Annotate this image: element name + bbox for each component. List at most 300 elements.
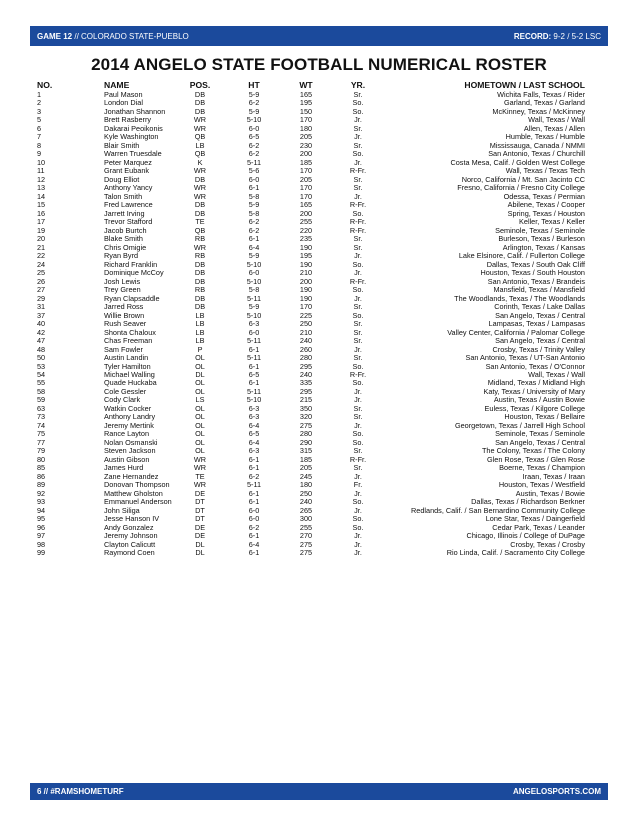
player-year: Jr. (354, 395, 362, 405)
player-number: 10 (37, 157, 46, 167)
player-name: Ryan Byrd (104, 251, 139, 261)
player-height: 5-11 (246, 336, 262, 346)
player-number: 89 (37, 480, 46, 490)
player-name: Doug Elliot (104, 174, 140, 184)
player-name: Anthony Yancy (104, 183, 153, 193)
player-weight: 170 (299, 183, 313, 193)
player-name: Jarred Ross (104, 302, 144, 312)
player-year: So. (352, 437, 364, 447)
player-weight: 195 (299, 98, 313, 108)
player-weight: 205 (299, 463, 313, 473)
player-weight: 235 (299, 234, 313, 244)
player-hometown: Crosby, Texas / Crosby (510, 539, 585, 549)
player-position: WR (193, 242, 207, 252)
player-name: Blair Smith (104, 140, 140, 150)
player-name: Jeremy Johnson (104, 531, 158, 541)
player-year: So. (352, 149, 364, 159)
player-position: DT (195, 505, 205, 515)
player-name: Cole Gessler (104, 386, 147, 396)
player-hometown: The Woodlands, Texas / The Woodlands (454, 293, 585, 303)
player-position: DL (195, 548, 205, 558)
player-hometown: Dallas, Texas / Richardson Berkner (471, 497, 585, 507)
player-hometown: Crosby, Texas / Trinity Valley (492, 344, 585, 354)
player-hometown: Houston, Texas / South Houston (480, 268, 585, 278)
player-number: 77 (37, 437, 46, 447)
player-weight: 200 (299, 208, 313, 218)
player-year: Sr. (353, 353, 363, 363)
player-number: 7 (37, 132, 42, 142)
col-header-yr: YR. (350, 80, 366, 90)
player-year: Jr. (354, 531, 362, 541)
player-name: Sam Fowler (104, 344, 143, 354)
player-weight: 180 (299, 480, 313, 490)
player-weight: 275 (299, 548, 313, 558)
player-name: Rush Seaver (104, 319, 147, 329)
player-position: RB (194, 234, 206, 244)
player-year: Sr. (353, 412, 363, 422)
player-year: Sr. (353, 327, 363, 337)
player-number: 15 (37, 200, 46, 210)
footer-site[interactable]: ANGELOSPORTS.COM (512, 787, 601, 796)
player-height: 6-2 (248, 140, 260, 150)
player-hometown: Odessa, Texas / Permian (503, 191, 585, 201)
player-name: Brett Rasberry (104, 115, 152, 125)
player-hometown: Fresno, California / Fresno City College (457, 183, 585, 193)
player-name: Matthew Gholston (104, 488, 163, 498)
player-height: 5-11 (246, 353, 262, 363)
player-number: 14 (37, 191, 46, 201)
player-hometown: San Angelo, Texas / Central (495, 310, 585, 320)
player-number: 6 (37, 123, 42, 133)
player-height: 6-4 (248, 242, 260, 252)
player-height: 6-1 (248, 497, 260, 507)
footer-hashtag: // #RAMSHOMETURF (41, 787, 124, 796)
player-height: 5-9 (248, 302, 260, 312)
player-name: Watkin Cocker (104, 403, 152, 413)
player-year: Sr. (353, 183, 363, 193)
player-position: DB (194, 302, 206, 312)
player-height: 5-10 (246, 310, 262, 320)
player-weight: 275 (299, 539, 313, 549)
player-number: 26 (37, 276, 46, 286)
player-number: 93 (37, 497, 46, 507)
player-number: 20 (37, 234, 46, 244)
player-name: Kyle Washington (104, 132, 159, 142)
player-position: OL (195, 437, 205, 447)
player-position: LB (195, 140, 205, 150)
player-name: Jonathan Shannon (104, 106, 166, 116)
player-year: R-Fr. (349, 200, 367, 210)
player-year: Sr. (353, 140, 363, 150)
player-hometown: Mississauga, Canada / NMMI (489, 140, 585, 150)
player-position: OL (195, 386, 205, 396)
player-height: 6-4 (248, 437, 260, 447)
player-position: DB (194, 90, 206, 99)
game-opponent: // COLORADO STATE-PUEBLO (72, 31, 189, 41)
player-height: 6-1 (248, 361, 260, 371)
player-height: 6-0 (248, 514, 260, 524)
player-hometown: Austin, Texas / Bowie (515, 488, 585, 498)
player-height: 6-1 (248, 548, 260, 558)
player-number: 53 (37, 361, 46, 371)
player-number: 3 (37, 106, 42, 116)
player-name: James Hurd (104, 463, 144, 473)
player-position: TE (195, 471, 205, 481)
player-weight: 205 (299, 174, 313, 184)
player-hometown: Keller, Texas / Keller (519, 217, 585, 227)
player-name: Raymond Coen (104, 548, 155, 558)
player-hometown: Abilene, Texas / Cooper (507, 200, 585, 210)
player-year: Sr. (353, 319, 363, 329)
player-number: 59 (37, 395, 46, 405)
player-number: 95 (37, 514, 46, 524)
player-hometown: San Angelo, Texas / Central (495, 437, 585, 447)
player-hometown: Norco, California / Mt. San Jacinto CC (461, 174, 585, 184)
page-title: 2014 ANGELO STATE FOOTBALL NUMERICAL ROSTER (91, 55, 547, 74)
player-position: P (197, 344, 203, 354)
player-year: So. (352, 361, 364, 371)
player-number: 99 (37, 548, 46, 558)
player-position: LB (195, 310, 205, 320)
player-hometown: Cedar Park, Texas / Leander (492, 522, 585, 532)
player-height: 6-1 (248, 454, 260, 464)
col-header-ht: HT (248, 80, 260, 90)
player-height: 6-0 (248, 268, 260, 278)
player-number: 12 (37, 174, 46, 184)
player-hometown: Chicago, Illinois / College of DuPage (466, 531, 585, 541)
player-height: 5-6 (248, 166, 260, 176)
player-height: 6-3 (248, 446, 260, 456)
player-hometown: Corinth, Texas / Lake Dallas (494, 302, 585, 312)
player-number: 73 (37, 412, 46, 422)
player-position: OL (195, 353, 205, 363)
player-height: 6-0 (248, 123, 260, 133)
player-height: 5-10 (246, 395, 262, 405)
player-year: Jr. (354, 251, 362, 261)
player-weight: 190 (299, 293, 313, 303)
player-hometown: San Angelo, Texas / Central (495, 336, 585, 346)
player-weight: 240 (299, 497, 313, 507)
player-weight: 250 (299, 319, 313, 329)
player-position: DB (194, 268, 206, 278)
player-name: Donovan Thompson (104, 480, 170, 490)
player-position: WR (193, 123, 207, 133)
player-weight: 210 (299, 327, 313, 337)
player-year: Jr. (354, 157, 362, 167)
player-position: LS (195, 395, 205, 405)
player-position: WR (193, 191, 207, 201)
player-position: WR (193, 166, 207, 176)
player-weight: 195 (299, 251, 313, 261)
player-year: Jr. (354, 344, 362, 354)
player-name: Grant Eubank (104, 166, 150, 176)
player-hometown: Humble, Texas / Humble (505, 132, 585, 142)
player-number: 29 (37, 293, 46, 303)
player-hometown: Seminole, Texas / Seminole (495, 225, 585, 235)
player-height: 6-1 (248, 531, 260, 541)
player-position: DB (194, 293, 206, 303)
player-number: 80 (37, 454, 46, 464)
player-position: DT (195, 514, 205, 524)
player-name: Fred Lawrence (104, 200, 153, 210)
player-weight: 170 (299, 166, 313, 176)
player-number: 25 (37, 268, 46, 278)
player-hometown: San Antonio, Texas / Brandeis (487, 276, 585, 286)
player-weight: 245 (299, 471, 313, 481)
col-header-wt: WT (299, 80, 313, 90)
player-number: 96 (37, 522, 46, 532)
player-position: DB (194, 276, 206, 286)
player-weight: 320 (299, 412, 313, 422)
player-year: Sr. (353, 242, 363, 252)
player-hometown: Houston, Texas / Bellaire (504, 412, 585, 422)
player-position: DB (194, 259, 206, 269)
player-height: 6-4 (248, 539, 260, 549)
player-height: 5-10 (246, 259, 262, 269)
player-weight: 170 (299, 302, 313, 312)
player-name: Josh Lewis (104, 276, 141, 286)
player-position: DB (194, 174, 206, 184)
player-weight: 295 (299, 386, 313, 396)
player-number: 50 (37, 353, 46, 363)
player-weight: 150 (299, 106, 313, 116)
player-name: Zane Hernandez (104, 471, 159, 481)
player-position: OL (195, 412, 205, 422)
player-hometown: Katy, Texas / University of Mary (483, 386, 585, 396)
player-weight: 180 (299, 123, 313, 133)
player-position: QB (194, 225, 206, 235)
player-number: 85 (37, 463, 46, 473)
player-weight: 280 (299, 429, 313, 439)
player-name: Michael Walling (104, 369, 155, 379)
player-year: So. (352, 429, 364, 439)
player-position: OL (195, 420, 205, 430)
player-name: Quade Huckaba (104, 378, 157, 388)
player-hometown: Wall, Texas / Wall (528, 369, 585, 379)
player-hometown: San Antonio, Texas / UT-San Antonio (465, 353, 585, 363)
record-label: RECORD: (513, 31, 552, 41)
player-position: RB (194, 251, 206, 261)
player-hometown: Garland, Texas / Garland (504, 98, 585, 108)
record-value: 9-2 / 5-2 LSC (551, 31, 601, 41)
player-name: Clayton Calicutt (104, 539, 156, 549)
player-hometown: Glen Rose, Texas / Glen Rose (486, 454, 585, 464)
player-height: 6-4 (248, 420, 260, 430)
player-weight: 335 (299, 378, 313, 388)
player-position: DB (194, 106, 206, 116)
player-position: RB (194, 285, 206, 295)
player-weight: 270 (299, 531, 313, 541)
player-hometown: Lake Elsinore, Calif. / Fullerton College (458, 251, 585, 261)
player-number: 54 (37, 369, 46, 379)
player-number: 74 (37, 420, 46, 430)
player-number: 37 (37, 310, 46, 320)
player-number: 5 (37, 115, 42, 125)
player-height: 5-11 (246, 386, 262, 396)
player-name: Trevor Stafford (104, 217, 153, 227)
player-position: WR (193, 115, 207, 125)
player-height: 6-0 (248, 505, 260, 515)
player-hometown: Houston, Texas / Westfield (498, 480, 585, 490)
player-name: Ryan Clapsaddle (104, 293, 160, 303)
player-height: 5-9 (248, 90, 260, 99)
player-number: 97 (37, 531, 46, 541)
player-weight: 300 (299, 514, 313, 524)
player-position: DL (195, 539, 205, 549)
footer-page-info (37, 787, 124, 796)
player-height: 6-1 (248, 488, 260, 498)
player-number: 16 (37, 208, 46, 218)
player-year: Jr. (354, 420, 362, 430)
player-year: Jr. (354, 115, 362, 125)
player-year: So. (352, 310, 364, 320)
player-name: Dakarai Peoikonis (104, 123, 163, 133)
player-hometown: Allen, Texas / Allen (523, 123, 585, 133)
player-name: Richard Franklin (104, 259, 158, 269)
player-number: 24 (37, 259, 46, 269)
player-weight: 295 (299, 361, 313, 371)
player-number: 98 (37, 539, 46, 549)
player-number: 8 (37, 140, 42, 150)
player-hometown: Boerne, Texas / Champion (499, 463, 585, 473)
player-year: Jr. (354, 471, 362, 481)
player-hometown: Redlands, Calif. / San Bernardino Community College (411, 505, 585, 515)
page-number: 6 (37, 787, 42, 796)
record-info (514, 32, 601, 41)
player-position: DB (194, 98, 206, 108)
player-year: Sr. (353, 463, 363, 473)
player-weight: 350 (299, 403, 313, 413)
player-weight: 205 (299, 132, 313, 142)
player-year: Jr. (354, 191, 362, 201)
player-name: Nolan Osmanski (104, 437, 158, 447)
player-height: 5-9 (248, 200, 260, 210)
player-name: Warren Truesdale (104, 149, 162, 159)
player-name: Blake Smith (104, 234, 143, 244)
player-height: 5-8 (248, 285, 260, 295)
player-height: 6-2 (248, 225, 260, 235)
player-name: Jarrett Irving (104, 208, 145, 218)
player-name: Dominique McCoy (104, 268, 164, 278)
player-number: 1 (37, 90, 42, 99)
player-position: DT (195, 497, 205, 507)
player-year: Jr. (354, 488, 362, 498)
player-hometown: San Antonio, Texas / Churchill (488, 149, 585, 159)
player-year: Jr. (354, 539, 362, 549)
player-number: 22 (37, 251, 46, 261)
player-position: DL (195, 369, 205, 379)
player-weight: 215 (299, 395, 313, 405)
player-year: So. (352, 497, 364, 507)
player-hometown: Valley Center, California / Palomar College (447, 327, 585, 337)
player-weight: 225 (299, 310, 313, 320)
player-name: Talon Smith (104, 191, 143, 201)
player-name: Jesse Hanson IV (104, 514, 160, 524)
player-position: QB (194, 149, 206, 159)
player-year: Jr. (354, 548, 362, 558)
player-year: R-Fr. (349, 166, 367, 176)
player-name: Andy Gonzalez (104, 522, 154, 532)
player-height: 6-2 (248, 149, 260, 159)
player-number: 9 (37, 149, 42, 159)
player-year: So. (352, 98, 364, 108)
player-weight: 210 (299, 268, 313, 278)
player-weight: 220 (299, 225, 313, 235)
player-year: Sr. (353, 123, 363, 133)
player-number: 75 (37, 429, 46, 439)
player-weight: 185 (299, 454, 313, 464)
player-weight: 290 (299, 437, 313, 447)
roster-table (0, 91, 638, 558)
player-number: 48 (37, 344, 46, 354)
player-hometown: San Antonio, Texas / O'Connor (485, 361, 585, 371)
player-number: 92 (37, 488, 46, 498)
player-year: So. (352, 259, 364, 269)
player-hometown: Rio Linda, Calif. / Sacramento City College (446, 548, 585, 558)
player-height: 6-0 (248, 327, 260, 337)
player-year: Jr. (354, 268, 362, 278)
player-year: So. (352, 285, 364, 295)
player-weight: 255 (299, 217, 313, 227)
player-number: 21 (37, 242, 46, 252)
player-name: Rance Layton (104, 429, 150, 439)
player-year: R-Fr. (349, 276, 367, 286)
player-name: John Siliga (104, 505, 140, 515)
player-weight: 170 (299, 191, 313, 201)
player-position: K (197, 157, 203, 167)
player-weight: 255 (299, 522, 313, 532)
player-hometown: McKinney, Texas / McKinney (492, 106, 585, 116)
player-position: LB (195, 319, 205, 329)
col-header-name: NAME (104, 80, 130, 90)
player-number: 31 (37, 302, 46, 312)
player-position: WR (193, 183, 207, 193)
player-name: Cody Clark (104, 395, 141, 405)
player-year: Sr. (353, 174, 363, 184)
player-number: 19 (37, 225, 46, 235)
player-year: R-Fr. (349, 369, 367, 379)
player-position: OL (195, 446, 205, 456)
player-name: Chris Omigie (104, 242, 147, 252)
player-weight: 200 (299, 149, 313, 159)
player-name: Steven Jackson (104, 446, 156, 456)
player-name: Paul Mason (104, 90, 143, 99)
player-hometown: Spring, Texas / Houston (507, 208, 585, 218)
player-year: Jr. (354, 386, 362, 396)
player-height: 5-11 (246, 480, 262, 490)
player-weight: 165 (299, 90, 313, 99)
player-position: QB (194, 132, 206, 142)
player-height: 5-8 (248, 208, 260, 218)
player-year: Sr. (353, 302, 363, 312)
player-year: Fr. (353, 480, 363, 490)
player-year: So. (352, 378, 364, 388)
player-position: WR (193, 480, 207, 490)
player-weight: 240 (299, 369, 313, 379)
player-number: 2 (37, 98, 42, 108)
player-position: DE (194, 531, 206, 541)
player-position: WR (193, 454, 207, 464)
player-height: 6-5 (248, 369, 260, 379)
player-hometown: Burleson, Texas / Burleson (498, 234, 585, 244)
player-height: 6-2 (248, 471, 260, 481)
player-number: 13 (37, 183, 46, 193)
player-number: 58 (37, 386, 46, 396)
player-hometown: Wall, Texas / Wall (528, 115, 585, 125)
player-height: 6-3 (248, 403, 260, 413)
player-year: Sr. (353, 403, 363, 413)
player-weight: 240 (299, 336, 313, 346)
